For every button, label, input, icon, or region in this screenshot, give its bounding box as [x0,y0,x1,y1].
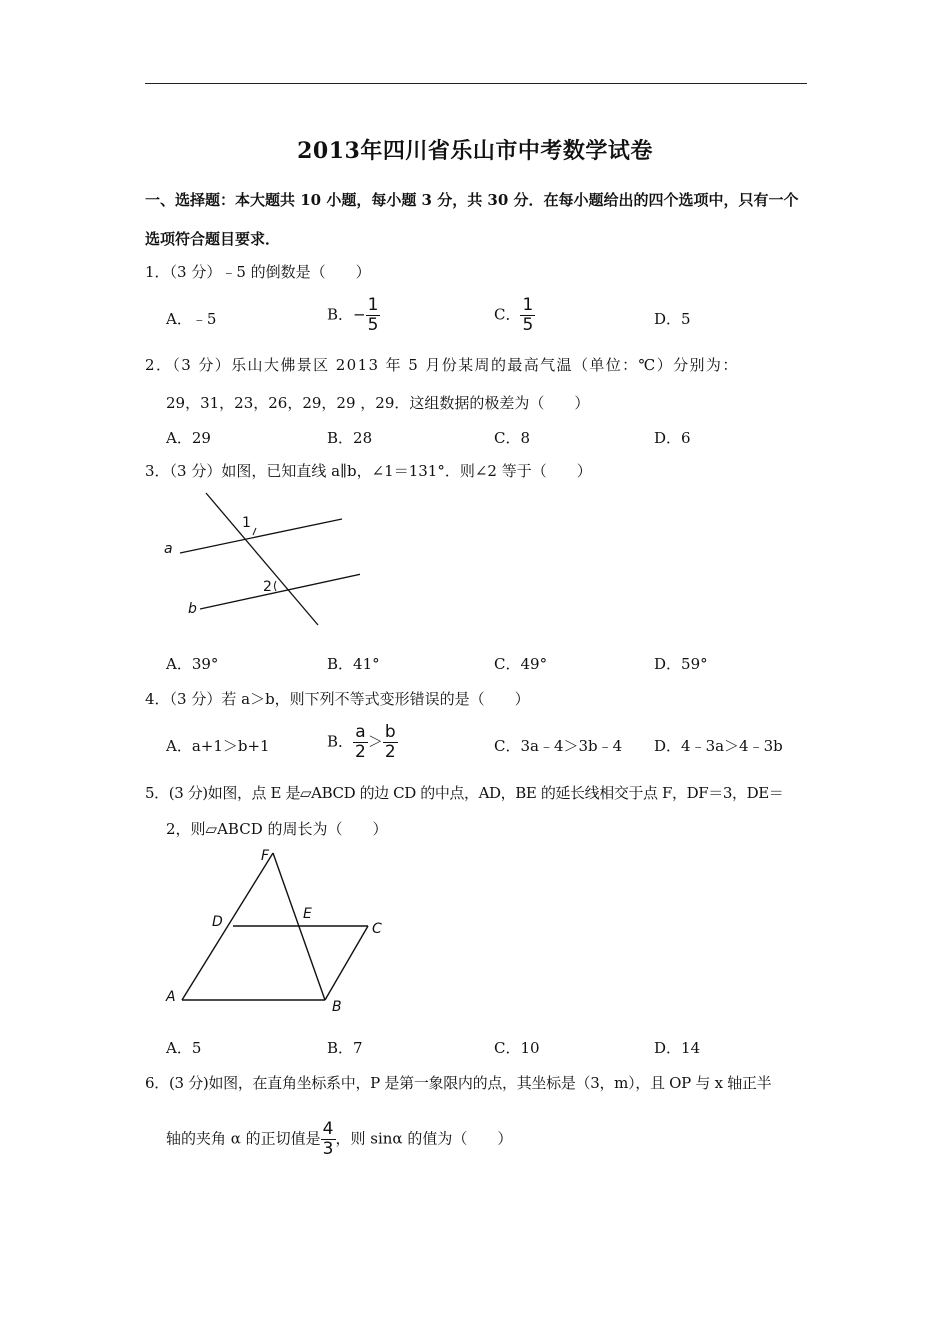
angle-1-label: 1 [242,515,251,531]
q4-option-b [327,723,398,762]
exam-title: 2013年四川省乐山市中考数学试卷 [297,138,653,164]
label-a: a [164,541,173,557]
q1-option-c-label: C． [494,305,521,324]
q1-option-b [327,296,380,335]
q3-option-a: A．39° [166,655,219,673]
q1-c-numerator: 1 [522,295,534,315]
q5-option-a: A．5 [166,1039,202,1057]
q2-stem-line1: 2．（3 分）乐山大佛景区 2013 年 5 月份某周的最高气温（单位：℃）分别为： [145,356,739,374]
q2-option-d: D．6 [654,429,691,447]
q3-option-d: D．59° [654,655,708,673]
q5-option-b: B．7 [327,1039,363,1057]
line-b [200,573,360,609]
side-BC [325,926,368,1000]
q4-b-num-b: b [383,723,398,743]
section-heading-line1: 一、选择题：本大题共 10 小题，每小题 3 分，共 30 分．在每小题给出的四个选项中，只有一个 [145,191,799,209]
point-F-label: F [261,848,270,864]
q4-b-den-b: 2 [384,742,396,762]
q5-option-c: C．10 [494,1039,540,1057]
q2-option-a: A．29 [166,429,211,447]
transversal-line [206,493,318,625]
q4-b-greater-sign: ＞ [367,732,383,751]
q3-stem: 3．（3 分）如图，已知直线 a∥b，∠1＝131°．则∠2 等于（ ） [145,462,592,480]
q6-stem-line2 [166,1120,512,1159]
q5-stem-line2: 2，则▱ABCD 的周长为（ ） [166,820,388,838]
point-B-label: B [332,999,342,1015]
q5-parallelogram-figure [160,843,400,1018]
q6-stem-pre: 轴的夹角 α 的正切值是 [166,1129,321,1148]
q4-b-fraction-b [383,723,398,762]
angle-1-mark [253,528,256,535]
q6-stem-post: ，则 sinα 的值为（ ） [335,1129,513,1148]
header-rule [145,83,807,84]
q4-option-b-label: B． [327,732,354,751]
q1-option-b-fraction [366,296,381,335]
q4-b-fraction-a [353,723,368,762]
point-E-label: E [303,906,312,922]
q5-stem-line1: 5．(3 分)如图，点 E 是▱ABCD 的边 CD 的中点，AD，BE 的延长线相交于点 F，DF＝3，DE＝ [145,784,784,802]
q4-b-den-a: 2 [355,742,366,762]
point-A-label: A [166,989,176,1005]
q2-option-b: B．28 [327,429,373,447]
q4-option-a: A．a+1＞b+1 [166,737,270,755]
q5-option-d: D．14 [654,1039,701,1057]
q2-option-c: C．8 [494,429,531,447]
angle-2-arc [275,581,277,591]
q6-frac-numerator: 4 [322,1119,334,1139]
q1-option-c [494,296,535,335]
q1-b-denominator: 5 [367,315,379,335]
angle-2-label: 2 [263,579,272,595]
point-C-label: C [372,921,382,937]
q1-option-b-label: B． [327,305,354,324]
q4-stem: 4．（3 分）若 a＞b，则下列不等式变形错误的是（ ） [145,690,530,708]
q2-stem-line2: 29，31，23，26，29，29 ，29．这组数据的极差为（ ） [166,394,590,412]
line-a [180,519,342,553]
q1-option-a: A．﹣5 [166,310,217,328]
q6-frac-denominator: 3 [322,1139,334,1159]
q1-c-denominator: 5 [522,315,534,335]
q4-b-num-a: a [353,723,368,743]
q1-option-d: D．5 [654,310,691,328]
q3-option-c: C．49° [494,655,548,673]
section-heading-line2: 选项符合题目要求． [145,230,281,248]
q1-b-numerator: 1 [367,295,379,315]
label-b: b [188,601,197,617]
q3-parallel-lines-figure [160,485,360,635]
q6-tangent-fraction [321,1120,336,1159]
q1-option-c-fraction [520,296,535,335]
q1-option-b-sign: − [353,305,366,324]
q3-option-b: B．41° [327,655,380,673]
q6-stem-line1: 6．(3 分)如图，在直角坐标系中，P 是第一象限内的点，其坐标是（3，m），且 OP 与 x 轴正半 [145,1074,772,1092]
q4-option-d: D．4﹣3a＞4﹣3b [654,737,783,755]
q1-stem: 1．（3 分）﹣5 的倒数是（ ） [145,263,371,281]
point-D-label: D [212,914,223,930]
q4-option-c: C．3a﹣4＞3b﹣4 [494,737,623,755]
